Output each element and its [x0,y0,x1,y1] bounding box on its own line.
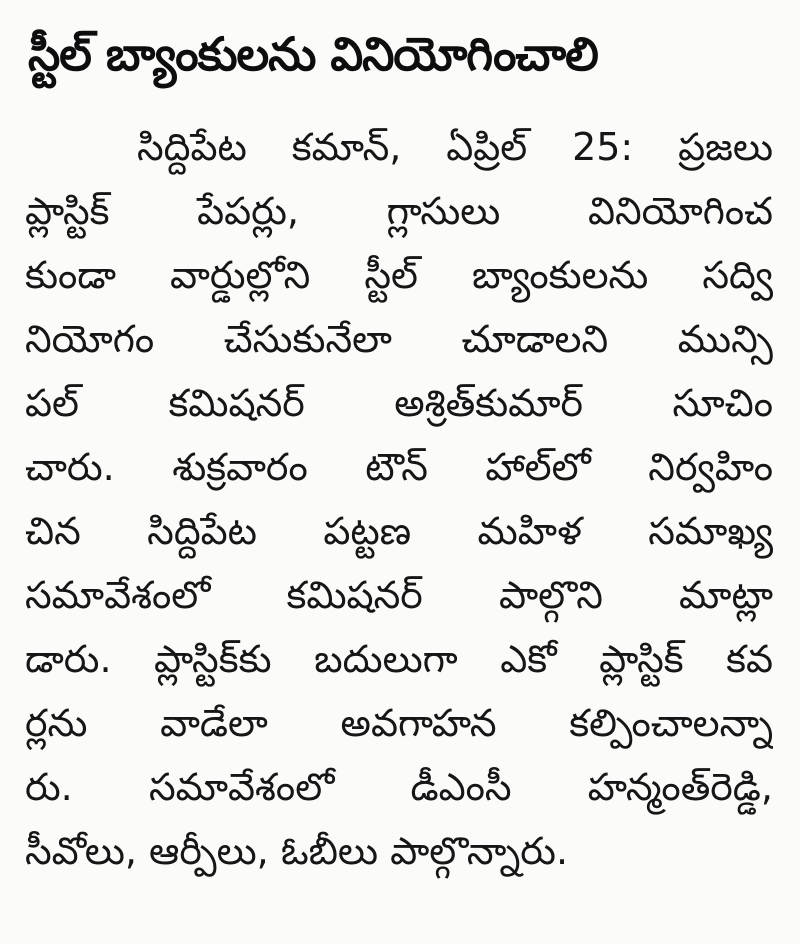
article-line: రు. సమావేశంలో డీఎంసీ హన్మంత్‌రెడ్డి, [25,765,773,809]
article-line: ప్లాస్టిక్ పేపర్లు, గ్లాసులు వినియోగించ [25,189,773,233]
article-line: సిద్దిపేట కమాన్, ఏప్రిల్ 25: ప్రజలు [137,125,773,169]
article-line: సీవోలు, ఆర్పీలు, ఓబీలు పాల్గొన్నారు. [25,829,569,873]
article-line: సమావేశంలో కమిషనర్ పాల్గొని మాట్లా [25,573,773,617]
article-line: నియోగం చేసుకునేలా చూడాలని మున్సి [25,317,773,361]
article-line: చారు. శుక్రవారం టౌన్ హాల్‌లో నిర్వహిం [25,445,773,489]
article-line: పల్ కమిషనర్ అశ్రిత్‌కుమార్ సూచిం [25,381,773,425]
article-line: ర్లను వాడేలా అవగాహన కల్పించాలన్నా [25,701,773,745]
article-body [25,115,773,883]
article-line: డారు. ప్లాస్టిక్‌కు బదులుగా ఎకో ప్లాస్టిక్ కవ [25,637,773,681]
article-line: కుండా వార్డుల్లోని స్టీల్ బ్యాంకులను సద్వి [25,253,773,297]
article-headline: స్టీల్ బ్యాంకులను వినియోగించాలి [28,27,598,81]
article-line: చిన సిద్దిపేట పట్టణ మహిళ సమాఖ్య [25,509,773,553]
